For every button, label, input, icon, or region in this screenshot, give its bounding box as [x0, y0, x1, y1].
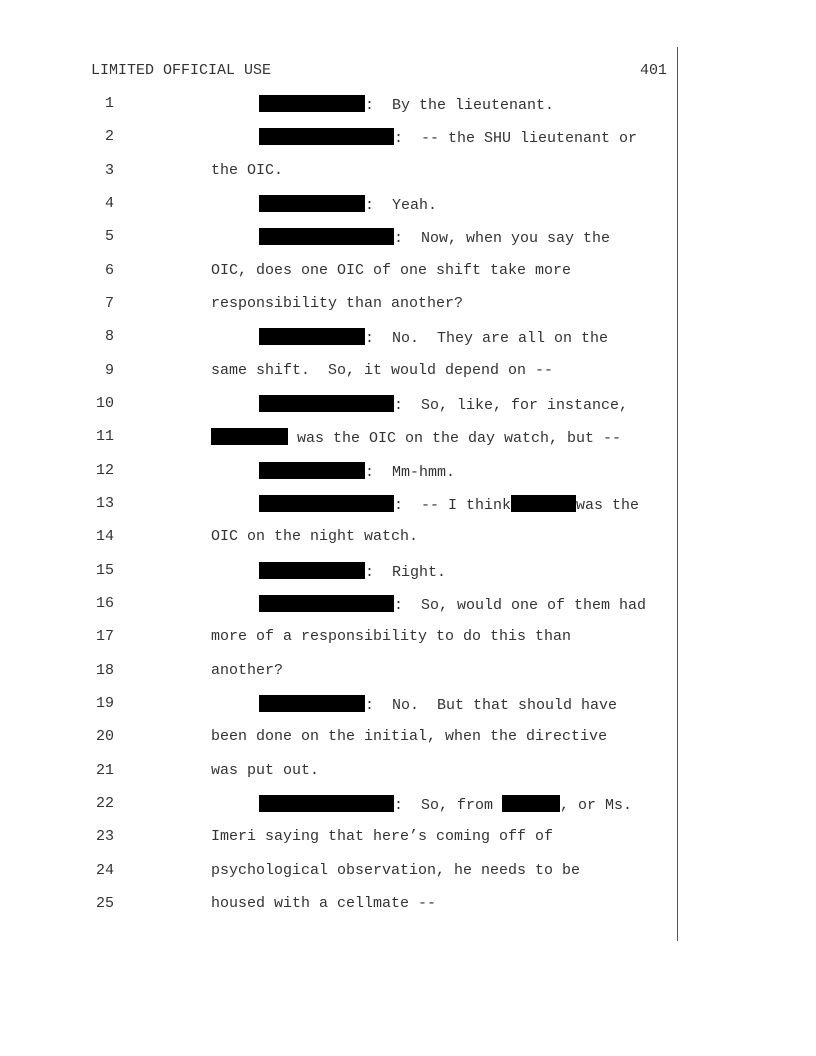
redaction-box [502, 795, 560, 812]
redaction-box [259, 328, 365, 345]
transcript-line [0, 295, 680, 315]
line-text: : By the lieutenant. [259, 95, 554, 114]
line-text: : So, like, for instance, [259, 395, 628, 414]
line-number: 3 [104, 162, 114, 179]
transcript-line [0, 795, 680, 815]
transcript-line [0, 328, 680, 348]
line-number: 4 [104, 195, 114, 212]
transcript-line [0, 195, 680, 215]
transcript-line [0, 262, 680, 282]
line-text: : Right. [259, 562, 446, 581]
line-text: psychological observation, he needs to be [211, 862, 581, 879]
line-number: 12 [95, 462, 114, 479]
line-text: OIC, does one OIC of one shift take more [211, 262, 572, 279]
line-text: : -- I think was the [259, 495, 639, 514]
transcript-line [0, 762, 680, 782]
line-text: OIC on the night watch. [211, 528, 419, 545]
redaction-box [259, 695, 365, 712]
line-text: : So, would one of them had [259, 595, 646, 614]
line-number: 15 [95, 562, 114, 579]
line-number: 16 [95, 595, 114, 612]
line-number: 1 [104, 95, 114, 112]
transcript-line [0, 862, 680, 882]
line-text: the OIC. [211, 162, 284, 179]
transcript-line [0, 462, 680, 482]
redaction-box [511, 495, 576, 512]
line-number: 18 [95, 662, 114, 679]
line-number: 11 [95, 428, 114, 445]
redaction-box [259, 495, 394, 512]
line-text: been done on the initial, when the directive [211, 728, 608, 745]
classification-marking: LIMITED OFFICIAL USE [91, 62, 272, 79]
transcript-line [0, 662, 680, 682]
line-number: 23 [95, 828, 114, 845]
line-number: 19 [95, 695, 114, 712]
line-text: : Mm-hmm. [259, 462, 455, 481]
line-text: housed with a cellmate -- [211, 895, 437, 912]
line-number: 13 [95, 495, 114, 512]
line-text: : So, from , or Ms. [259, 795, 632, 814]
redaction-box [259, 595, 394, 612]
transcript-line [0, 362, 680, 382]
line-text: was the OIC on the day watch, but -- [211, 428, 621, 447]
line-text: more of a responsibility to do this than [211, 628, 572, 645]
redaction-box [259, 462, 365, 479]
transcript-line [0, 562, 680, 582]
transcript-line [0, 628, 680, 648]
line-number: 2 [104, 128, 114, 145]
transcript-line [0, 595, 680, 615]
line-text: same shift. So, it would depend on -- [211, 362, 554, 379]
transcript-line [0, 828, 680, 848]
line-text: : No. But that should have [259, 695, 617, 714]
transcript-line [0, 395, 680, 415]
line-number: 10 [95, 395, 114, 412]
transcript-line [0, 228, 680, 248]
line-text: another? [211, 662, 284, 679]
transcript-line [0, 528, 680, 548]
line-text: was put out. [211, 762, 320, 779]
line-number: 25 [95, 895, 114, 912]
page-number: 401 [640, 62, 668, 79]
line-number: 21 [95, 762, 114, 779]
transcript-line [0, 428, 680, 448]
redaction-box [259, 562, 365, 579]
line-number: 22 [95, 795, 114, 812]
line-number: 24 [95, 862, 114, 879]
line-text: : Yeah. [259, 195, 437, 214]
line-number: 5 [104, 228, 114, 245]
redaction-box [211, 428, 288, 445]
redaction-box [259, 195, 365, 212]
line-number: 20 [95, 728, 114, 745]
line-number: 7 [104, 295, 114, 312]
redaction-box [259, 395, 394, 412]
line-text: : Now, when you say the [259, 228, 610, 247]
line-number: 17 [95, 628, 114, 645]
transcript-line [0, 95, 680, 115]
redaction-box [259, 795, 394, 812]
transcript-line [0, 128, 680, 148]
redaction-box [259, 228, 394, 245]
transcript-line [0, 495, 680, 515]
line-text: Imeri saying that here’s coming off of [211, 828, 554, 845]
line-text: responsibility than another? [211, 295, 464, 312]
redaction-box [259, 95, 365, 112]
transcript-line [0, 728, 680, 748]
line-text: : -- the SHU lieutenant or [259, 128, 637, 147]
line-number: 9 [104, 362, 114, 379]
line-number: 8 [104, 328, 114, 345]
line-text: : No. They are all on the [259, 328, 608, 347]
line-number: 6 [104, 262, 114, 279]
line-number: 14 [95, 528, 114, 545]
redaction-box [259, 128, 394, 145]
transcript-line [0, 895, 680, 915]
transcript-line [0, 162, 680, 182]
transcript-line [0, 695, 680, 715]
